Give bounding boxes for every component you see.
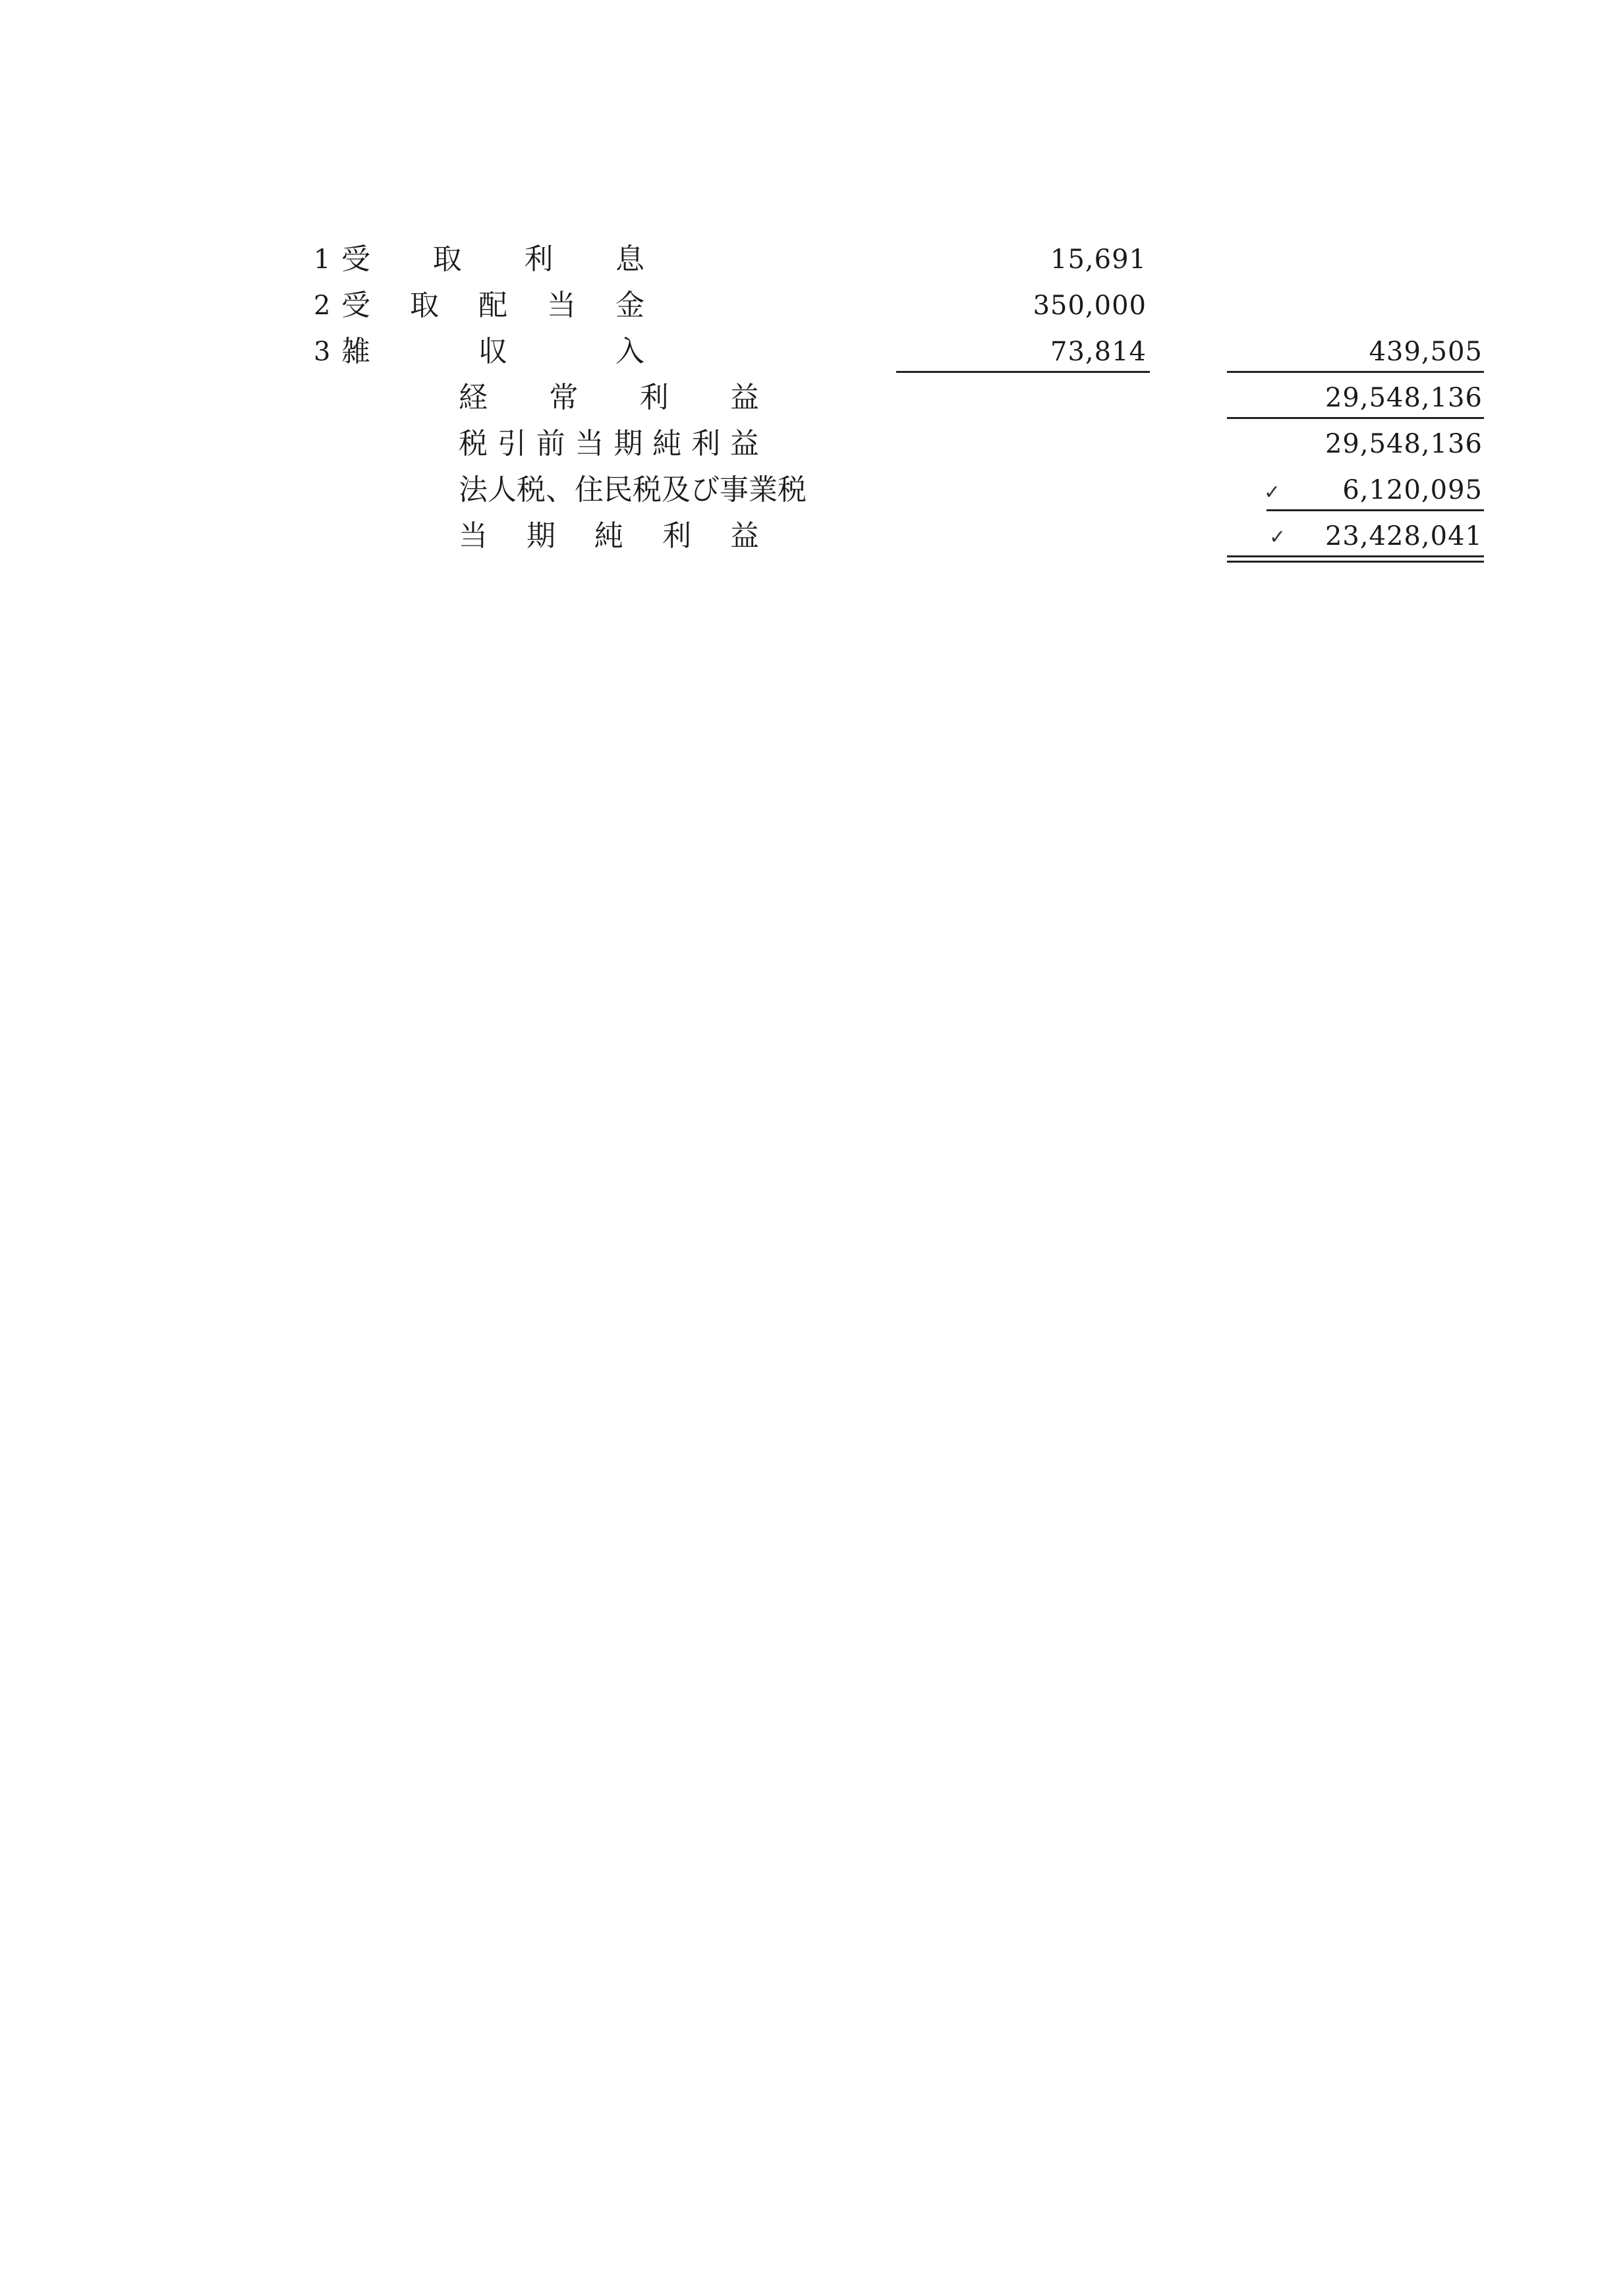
total-underline — [1227, 417, 1484, 419]
right-amount: 23,428,041 — [1324, 521, 1483, 551]
line-label: 当 期 純 利 益 — [459, 519, 759, 553]
line-number: 3 — [314, 337, 331, 367]
line-label: 受 取 利 息 — [341, 242, 644, 276]
check-mark-icon: ✓ — [1269, 526, 1286, 549]
line-label: 経 常 利 益 — [459, 381, 759, 414]
table-row — [0, 285, 1621, 327]
table-row — [0, 238, 1621, 281]
table-row — [0, 515, 1621, 557]
net-income-double-underline-top — [1227, 555, 1484, 557]
right-amount: 6,120,095 — [1342, 475, 1483, 505]
subtotal-underline — [896, 371, 1150, 373]
line-number: 2 — [314, 291, 331, 321]
net-income-double-underline-bottom — [1227, 561, 1484, 563]
line-label: 法人税、住民税及び事業税 — [459, 473, 807, 507]
line-label: 受 取 配 当 金 — [341, 289, 644, 322]
middle-amount: 73,814 — [1050, 337, 1147, 367]
line-label: 税 引 前 当 期 純 利 益 — [459, 427, 759, 461]
right-amount: 29,548,136 — [1324, 383, 1483, 413]
middle-amount: 15,691 — [1050, 244, 1147, 275]
right-amount: 439,505 — [1369, 337, 1483, 367]
line-number: 1 — [314, 244, 331, 275]
check-mark-icon: ✓ — [1264, 481, 1281, 504]
table-row — [0, 377, 1621, 419]
table-row — [0, 423, 1621, 465]
line-label: 雑 収 入 — [341, 335, 644, 368]
subtotal-underline — [1227, 371, 1484, 373]
tax-underline — [1266, 509, 1484, 511]
middle-amount: 350,000 — [1033, 291, 1147, 321]
table-row — [0, 469, 1621, 511]
right-amount: 29,548,136 — [1324, 429, 1483, 459]
table-row — [0, 331, 1621, 373]
